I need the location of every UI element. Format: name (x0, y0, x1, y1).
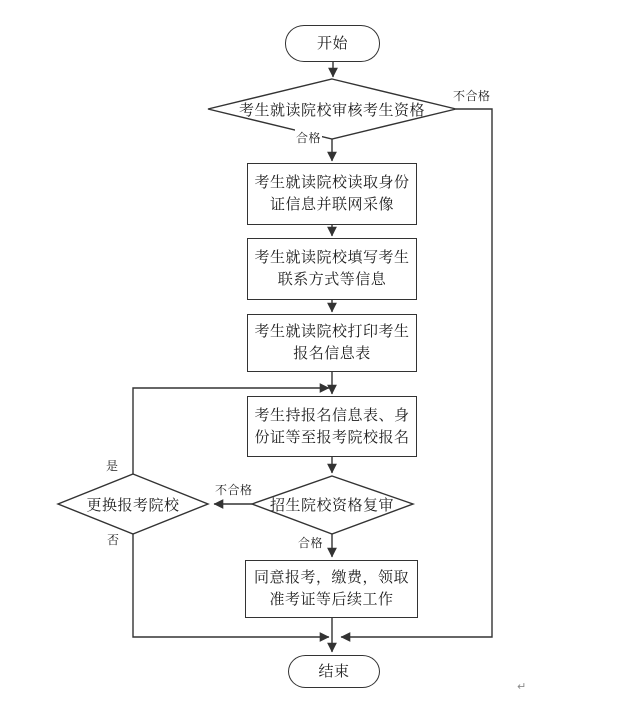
text-line: 准考证等后续工作 (269, 590, 394, 608)
node-agree-pay (245, 560, 418, 618)
label-review-fail: 不合格 (215, 483, 253, 497)
node-start-label: 开始 (316, 33, 348, 52)
node-change-school (58, 495, 208, 513)
node-fill-contact-text (254, 247, 409, 291)
node-audit-label: 考生就读院校审核考生资格 (238, 100, 425, 119)
text-line: 报名信息表 (293, 344, 371, 362)
label-audit-pass: 合格 (296, 131, 322, 145)
node-agree-pay-text (254, 567, 409, 611)
node-fill-contact-info (247, 238, 417, 300)
node-print-form-text (254, 321, 409, 365)
text-line: 考生就读院校打印考生 (254, 322, 410, 341)
node-start (285, 25, 380, 62)
label-change-yes: 是 (106, 459, 119, 473)
node-end (288, 655, 380, 688)
label-audit-fail: 不合格 (453, 89, 491, 103)
node-change-school-label: 更换报考院校 (86, 495, 180, 514)
text-line: 联系方式等信息 (277, 270, 387, 288)
node-review (252, 495, 412, 513)
label-review-pass: 合格 (298, 536, 324, 550)
text-line: 证信息并联网采像 (269, 195, 394, 213)
text-line: 考生就读院校读取身份 (254, 173, 410, 192)
label-change-no: 否 (107, 533, 120, 547)
text-line: 考生就读院校填写考生 (254, 248, 410, 267)
node-audit-qualification (212, 100, 452, 118)
node-print-form (247, 314, 417, 372)
node-review-label: 招生院校资格复审 (269, 495, 394, 514)
return-mark-artifact: ↵ (517, 680, 527, 693)
node-read-id-info (247, 163, 417, 225)
node-read-id-text (254, 172, 409, 216)
node-register-text (254, 405, 409, 449)
node-register-at-school (247, 396, 417, 457)
text-line: 同意报考，缴费，领取 (253, 568, 409, 587)
node-end-label: 结束 (318, 661, 350, 680)
text-line: 考生持报名信息表、身 (254, 405, 410, 424)
text-line: 份证等至报考院校报名 (254, 427, 410, 446)
